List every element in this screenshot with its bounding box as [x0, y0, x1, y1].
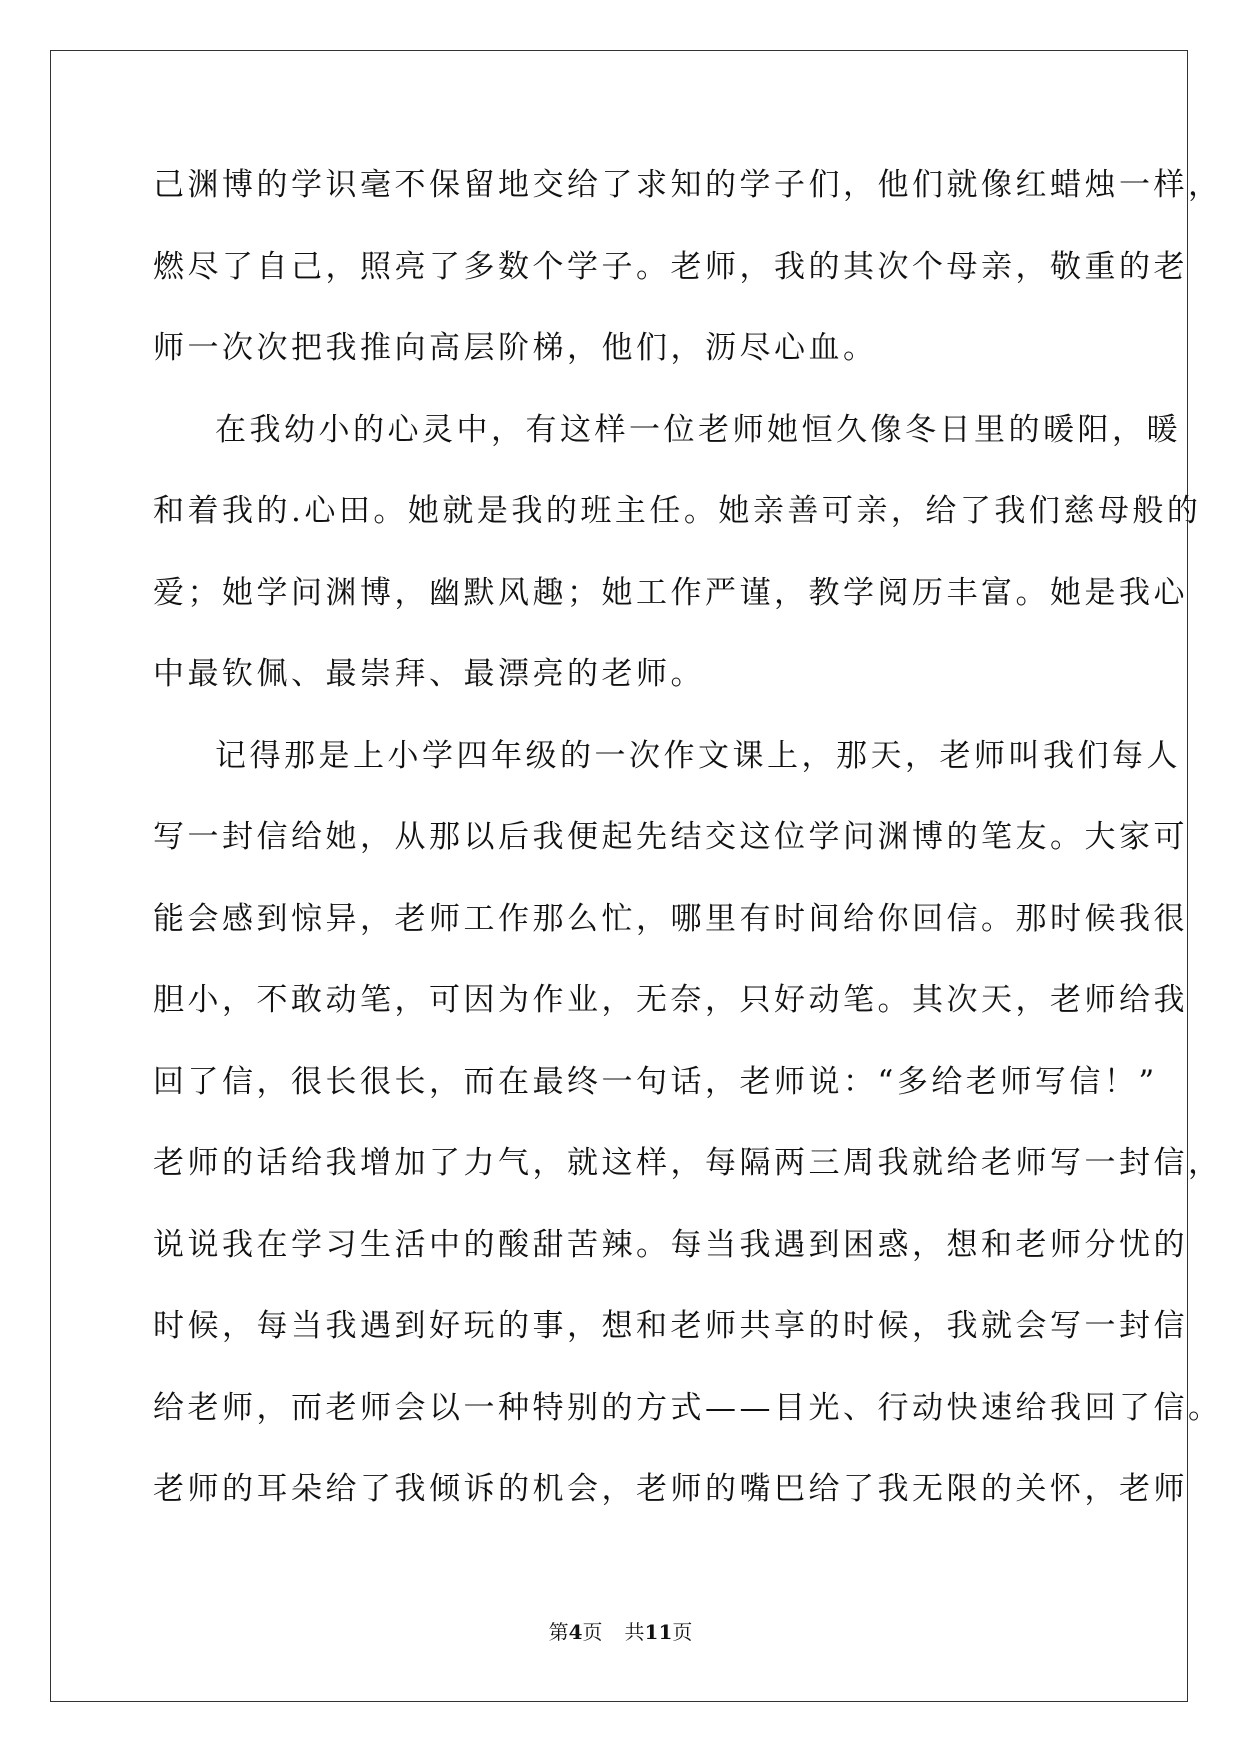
text-line: 时候，每当我遇到好玩的事，想和老师共享的时候，我就会写一封信 — [153, 1308, 1188, 1344]
text-line: 己渊博的学识毫不保留地交给了求知的学子们，他们就像红蜡烛一样， — [153, 167, 1223, 203]
page-footer — [0, 1620, 1241, 1644]
text-line: 能会感到惊异，老师工作那么忙，哪里有时间给你回信。那时候我很 — [153, 900, 1188, 937]
text-line: 和着我的.心田。她就是我的班主任。她亲善可亲，给了我们慈母般的 — [153, 493, 1202, 529]
text-line: 老师的话给我增加了力气，就这样，每隔两三周我就给老师写一封信， — [153, 1145, 1223, 1181]
text-line: 胆小，不敢动笔，可因为作业，无奈，只好动笔。其次天，老师给我 — [153, 982, 1188, 1018]
paragraph-start-line: 在我幼小的心灵中，有这样一位老师她恒久像冬日里的暖阳，暖 — [215, 411, 1181, 448]
total-page-number: 11 — [644, 1620, 673, 1644]
document-body — [153, 165, 1223, 1551]
text-line: 师一次次把我推向高层阶梯，他们，沥尽心血。 — [153, 330, 878, 366]
text-line: 说说我在学习生活中的酸甜苦辣。每当我遇到困惑，想和老师分忧的 — [153, 1226, 1188, 1263]
text-line: 老师的耳朵给了我倾诉的机会，老师的嘴巴给了我无限的关怀，老师 — [153, 1471, 1188, 1507]
text-line: 中最钦佩、最崇拜、最漂亮的老师。 — [153, 656, 705, 692]
page-number-label: 第4页 — [548, 1620, 603, 1644]
text-line: 爱；她学问渊博，幽默风趣；她工作严谨，教学阅历丰富。她是我心 — [153, 574, 1188, 611]
text-line: 给老师，而老师会以一种特别的方式——目光、行动快速给我回了信。 — [153, 1389, 1223, 1426]
current-page-number: 4 — [568, 1620, 583, 1644]
text-line: 写一封信给她，从那以后我便起先结交这位学问渊博的笔友。大家可 — [153, 819, 1188, 855]
text-line: 燃尽了自己，照亮了多数个学子。老师，我的其次个母亲，敬重的老 — [153, 248, 1188, 285]
paragraph-start-line: 记得那是上小学四年级的一次作文课上，那天，老师叫我们每人 — [215, 737, 1181, 774]
text-line: 回了信，很长很长，而在最终一句话，老师说：“多给老师写信！” — [153, 1063, 1158, 1100]
total-pages-label: 共11页 — [624, 1620, 693, 1644]
